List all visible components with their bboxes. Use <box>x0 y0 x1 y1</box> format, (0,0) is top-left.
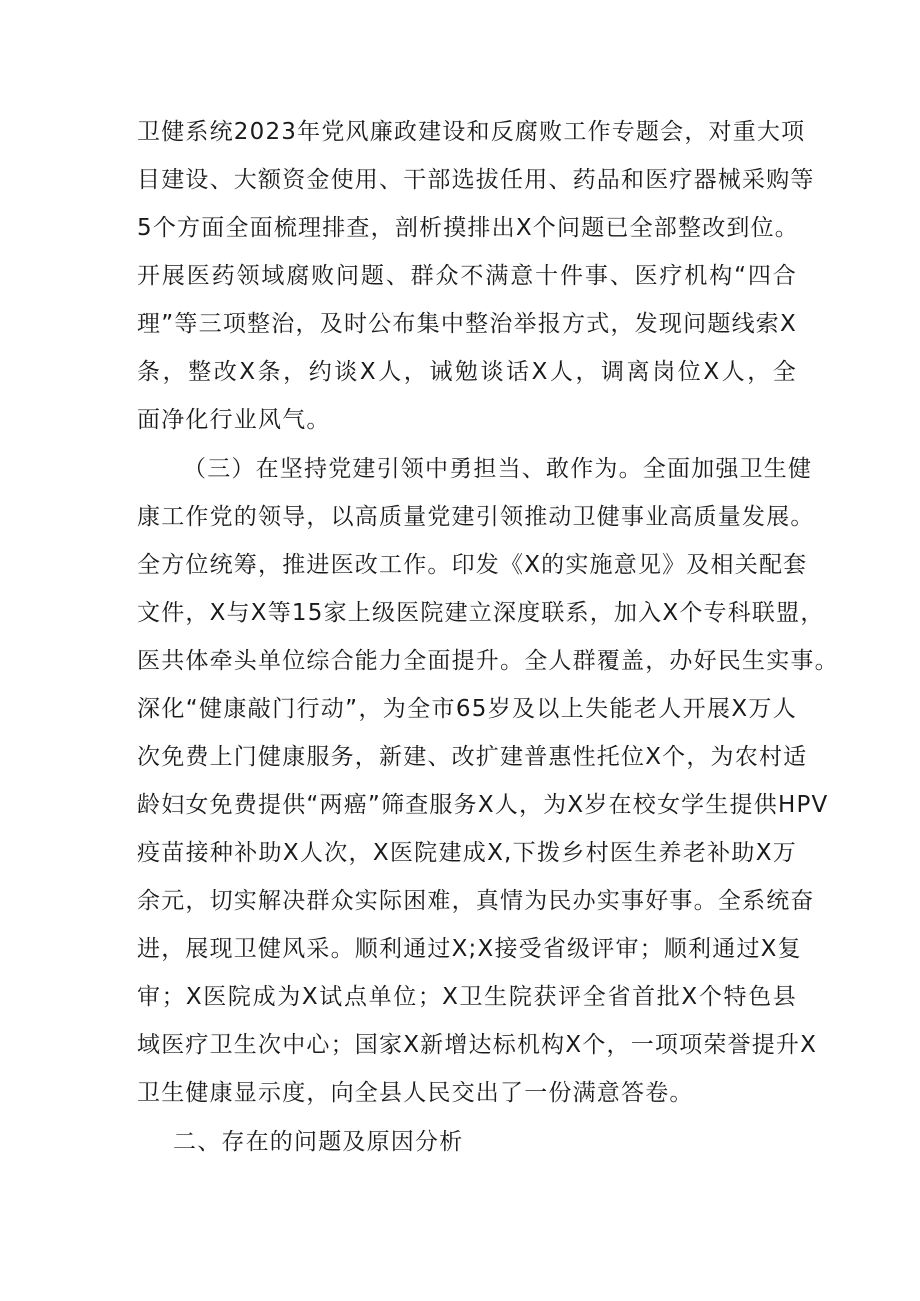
paragraph-2-line-3: 全方位统筹，推进医改工作。印发《X的实施意见》及相关配套 <box>137 552 808 578</box>
paragraph-1-line-5: 理”等三项整治，及时公布集中整治举报方式，发现问题线索X <box>137 311 797 337</box>
paragraph-2-line-9: 疫苗接种补助X人次，X医院建成X,下拨乡村医生养老补助X万 <box>137 840 797 866</box>
paragraph-2-line-13: 域医疗卫生次中心；国家X新增达标机构X个，一项项荣誉提升X <box>137 1032 818 1058</box>
paragraph-2-line-1: （三）在坚持党建引领中勇担当、敢作为。全面加强卫生健 <box>183 456 813 482</box>
section-heading: 二、存在的问题及原因分析 <box>173 1129 464 1155</box>
paragraph-2-line-2: 康工作党的领导，以高质量党建引领推动卫健事业高质量发展。 <box>137 504 815 530</box>
paragraph-2-line-14: 卫生健康显示度，向全县人民交出了一份满意答卷。 <box>137 1080 694 1106</box>
paragraph-2-line-11: 进，展现卫健风采。顺利通过X;X接受省级评审；顺利通过X复 <box>137 936 802 962</box>
paragraph-1-line-6: 条，整改X条，约谈X人，诫勉谈话X人，调离岗位X人，全 <box>137 359 797 385</box>
paragraph-2-line-8: 龄妇女免费提供“两癌”筛查服务X人，为X岁在校女学生提供HPV <box>137 792 829 818</box>
paragraph-2-line-4: 文件，X与X等15家上级医院建立深度联系，加入X个专科联盟， <box>137 600 825 626</box>
paragraph-2-line-5: 医共体牵头单位综合能力全面提升。全人群覆盖，办好民生实事。 <box>137 648 839 674</box>
paragraph-1-line-7: 面净化行业风气。 <box>137 407 331 433</box>
paragraph-2-line-7: 次免费上门健康服务，新建、改扩建普惠性托位X个，为农村适 <box>137 744 808 770</box>
paragraph-1-line-4: 开展医药领域腐败问题、群众不满意十件事、医疗机构“四合 <box>137 263 797 289</box>
paragraph-2-line-12: 审；X医院成为X试点单位；X卫生院获评全省首批X个特色县 <box>137 984 797 1010</box>
paragraph-1-line-2: 目建设、大额资金使用、干部选拔任用、药品和医疗器械采购等 <box>137 167 815 193</box>
paragraph-1-line-3: 5个方面全面梳理排查，剖析摸排出X个问题已全部整改到位。 <box>137 215 799 241</box>
paragraph-2-line-10: 余元，切实解决群众实际困难，真情为民办实事好事。全系统奋 <box>137 888 815 914</box>
paragraph-2-line-6: 深化“健康敲门行动”，为全市65岁及以上失能老人开展X万人 <box>137 696 797 722</box>
paragraph-1-line-1: 卫健系统2023年党风廉政建设和反腐败工作专题会，对重大项 <box>137 119 806 145</box>
